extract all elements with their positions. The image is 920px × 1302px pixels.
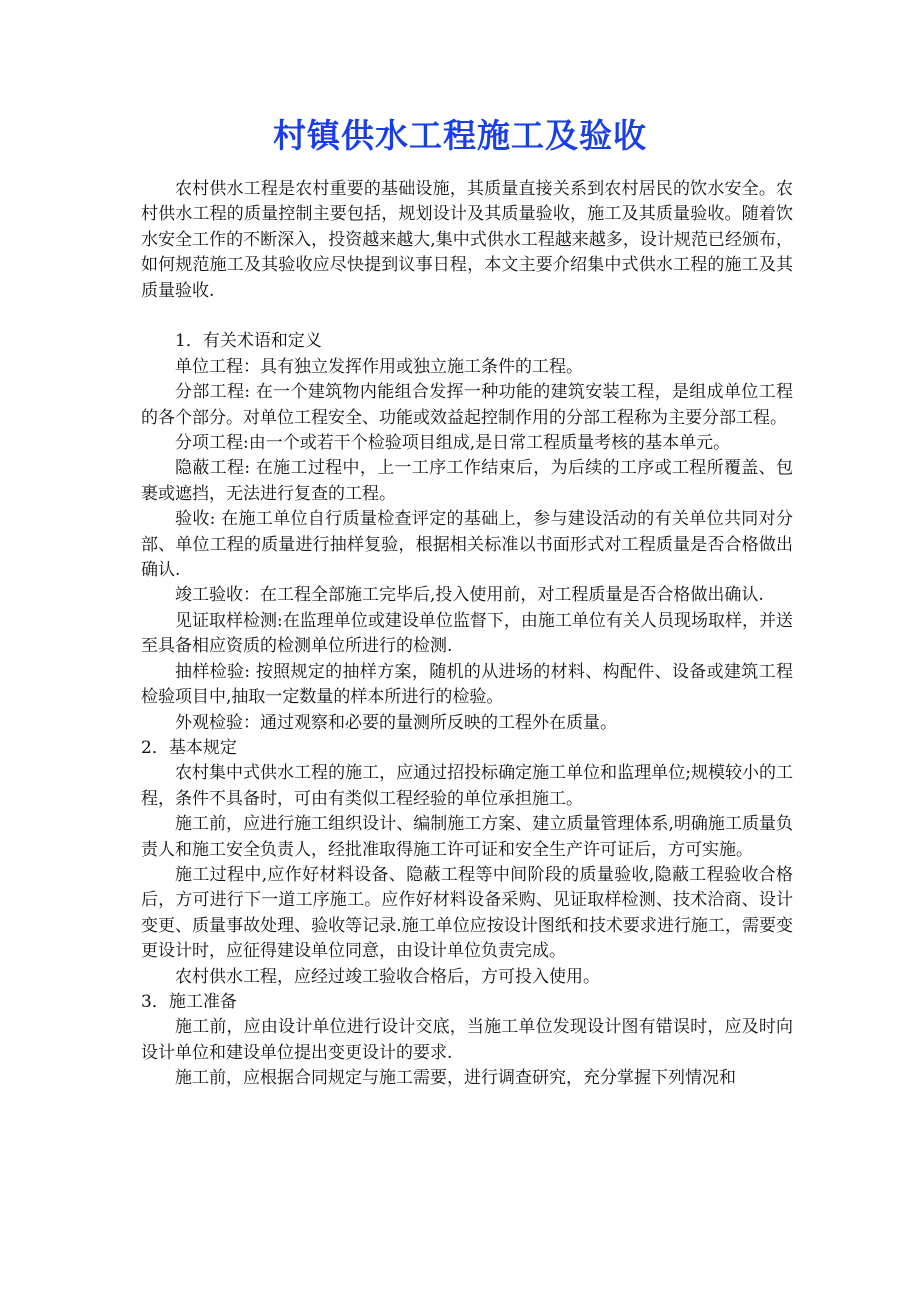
document-body (141, 177, 793, 1092)
section-2-heading: 2．基本规定 (141, 737, 237, 758)
intro-paragraph: 农村供水工程是农村重要的基础设施，其质量直接关系到农村居民的饮水安全。农村供水工程的质量控制主要包括，规划设计及其质量验收，施工及其质量验收。随着饮水安全工作的不断深入，投资越来越大,集中式供水工程越来越多，设计规范已经颁布，如何规范施工及其验收应尽快提到议事日程，本文主要介绍集中式供水工程的施工及其质量验收. (141, 179, 793, 301)
term-unit-project: 单位工程：具有独立发挥作用或独立施工条件的工程。 (175, 356, 583, 377)
section-1-heading: 1．有关术语和定义 (175, 331, 322, 352)
term-sub-item-project: 分项工程:由一个或若干个检验项目组成,是日常工程质量考核的基本单元。 (175, 433, 731, 454)
term-concealed-work: 隐蔽工程: 在施工过程中，上一工序工作结束后，为后续的工序或工程所覆盖、包裹或遮挡，无法进行复查的工程。 (141, 458, 793, 504)
paragraph-spacer (141, 304, 793, 329)
document-title: 村镇供水工程施工及验收 (273, 116, 647, 155)
term-sub-project: 分部工程: 在一个建筑物内能组合发挥一种功能的建筑安装工程，是组成单位工程的各个部分。对单位工程安全、功能或效益起控制作用的分部工程称为主要分部工程。 (141, 382, 793, 428)
rule-paragraph: 农村集中式供水工程的施工，应通过招投标确定施工单位和监理单位;规模较小的工程，条件不具备时，可由有类似工程经验的单位承担施工。 (141, 763, 793, 809)
term-completion-acceptance: 竣工验收：在工程全部施工完毕后,投入使用前，对工程质量是否合格做出确认. (175, 585, 764, 606)
term-visual-inspection: 外观检验：通过观察和必要的量测所反映的工程外在质量。 (175, 712, 617, 733)
prep-paragraph: 施工前，应根据合同规定与施工需要，进行调查研究，充分掌握下列情况和 (175, 1068, 736, 1089)
rule-paragraph: 农村供水工程，应经过竣工验收合格后，方可投入使用。 (175, 966, 600, 987)
term-sampling-inspection: 抽样检验: 按照规定的抽样方案，随机的从进场的材料、构配件、设备或建筑工程检验项目中,抽取一定数量的样本所进行的检验。 (141, 661, 793, 708)
prep-paragraph: 施工前，应由设计单位进行设计交底，当施工单位发现设计图有错误时，应及时向设计单位和建设单位提出变更设计的要求. (141, 1017, 793, 1063)
rule-paragraph: 施工过程中,应作好材料设备、隐蔽工程等中间阶段的质量验收,隐蔽工程验收合格后，方可进行下一道工序施工。应作好材料设备采购、见证取样检测、技术洽商、设计变更、质量事故处理、验收等记录.施工单位应按设计图纸和技术要求进行施工，需要变更设计时，应征得建设单位同意，由设计单位负责完成。 (141, 864, 793, 962)
term-witness-sampling: 见证取样检测:在监理单位或建设单位监督下，由施工单位有关人员现场取样，并送至具备相应资质的检测单位所进行的检测. (141, 610, 793, 657)
section-3-heading: 3．施工准备 (141, 991, 237, 1012)
term-acceptance: 验收: 在施工单位自行质量检查评定的基础上，参与建设活动的有关单位共同对分部、单位工程的质量进行抽样复验，根据相关标准以书面形式对工程质量是否合格做出确认. (141, 509, 793, 581)
rule-paragraph: 施工前，应进行施工组织设计、编制施工方案、建立质量管理体系,明确施工质量负责人和施工安全负责人，经批准取得施工许可证和安全生产许可证后，方可实施。 (141, 814, 793, 860)
